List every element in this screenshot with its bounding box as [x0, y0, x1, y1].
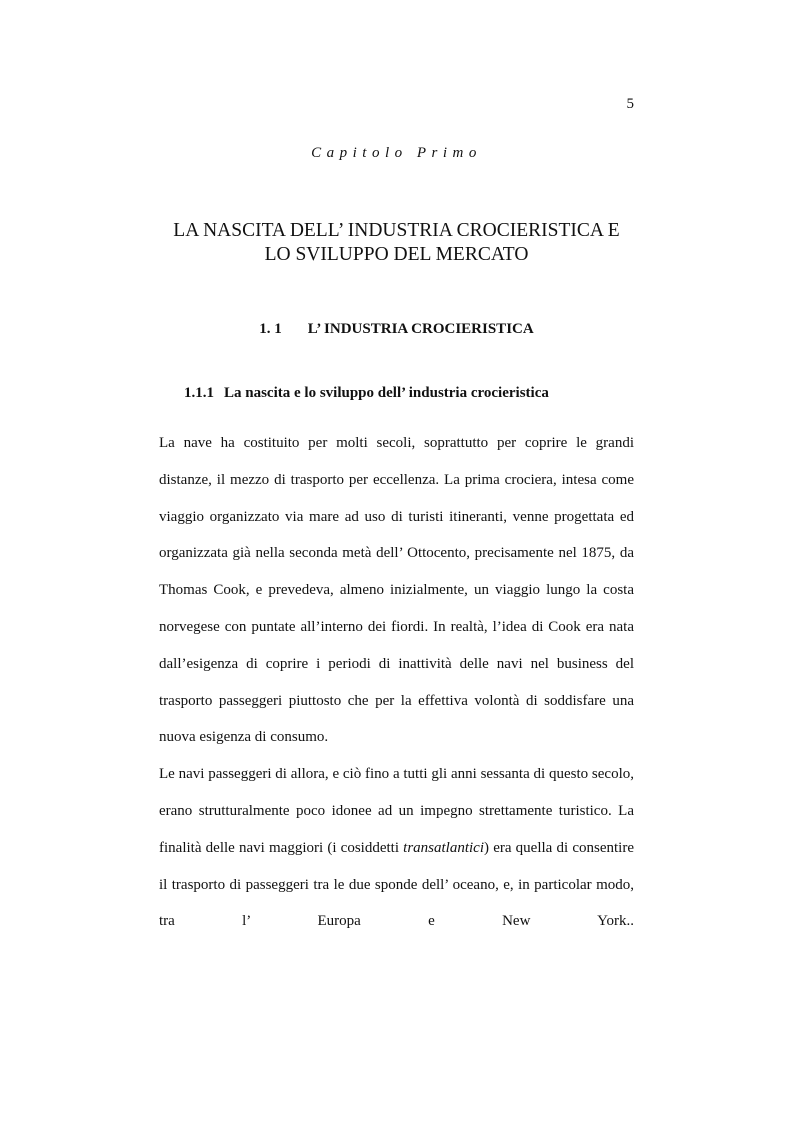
subsection-title: La nascita e lo sviluppo dell’ industria crocieristica — [224, 385, 549, 401]
section-heading — [0, 321, 793, 338]
subsection-number: 1.1.1 — [184, 385, 214, 401]
section-number: 1. 1 — [259, 321, 282, 337]
paragraph-1: La nave ha costituito per molti secoli, soprattutto per coprire le grandi distanze, il mezzo di trasporto per eccellenza. La prima crociera, intesa come viaggio organizzato via mare ad uso di turisti itineranti, venne progettata ed organizzata già nella seconda metà dell’ Ottocento, precisamente nel 1875, da Thomas Cook, e prevedeva, almeno inizialmente, un viaggio lungo la costa norvegese con puntate all’interno dei fiordi. In realtà, l’idea di Cook era nata dall’esigenza di coprire i periodi di inattività delle navi nel business del trasporto passeggeri piuttosto che per la effettiva volontà di soddisfare una nuova esigenza di consumo. — [159, 435, 634, 746]
paragraph-2-text-end: ) era quella di consentire il trasporto di passeggeri tra le due sponde dell’ oceano, e, in particolar modo, tra l’ Europa e New York.. — [159, 839, 634, 930]
chapter-title-line-2: LO SVILUPPO DEL MERCATO — [264, 244, 529, 265]
page-number: 5 — [626, 96, 634, 112]
italic-term: transatlantici — [403, 839, 485, 856]
chapter-label: Capitolo Primo — [311, 145, 482, 161]
paragraph-2 — [159, 756, 634, 940]
section-title: L’ INDUSTRIA CROCIERISTICA — [307, 321, 534, 337]
chapter-title-line-1: LA NASCITA DELL’ INDUSTRIA CROCIERISTICA E — [173, 220, 620, 241]
subsection-heading — [184, 385, 549, 402]
paragraph-2-text-start: Le navi passeggeri di allora, e ciò fino a tutti gli anni sessanta di questo secolo, erano strutturalmente poco idonee ad un impegno strettamente turistico. La finalità delle navi maggiori (i cosiddetti — [159, 766, 634, 856]
chapter-title — [100, 219, 693, 267]
body-text — [159, 425, 634, 940]
